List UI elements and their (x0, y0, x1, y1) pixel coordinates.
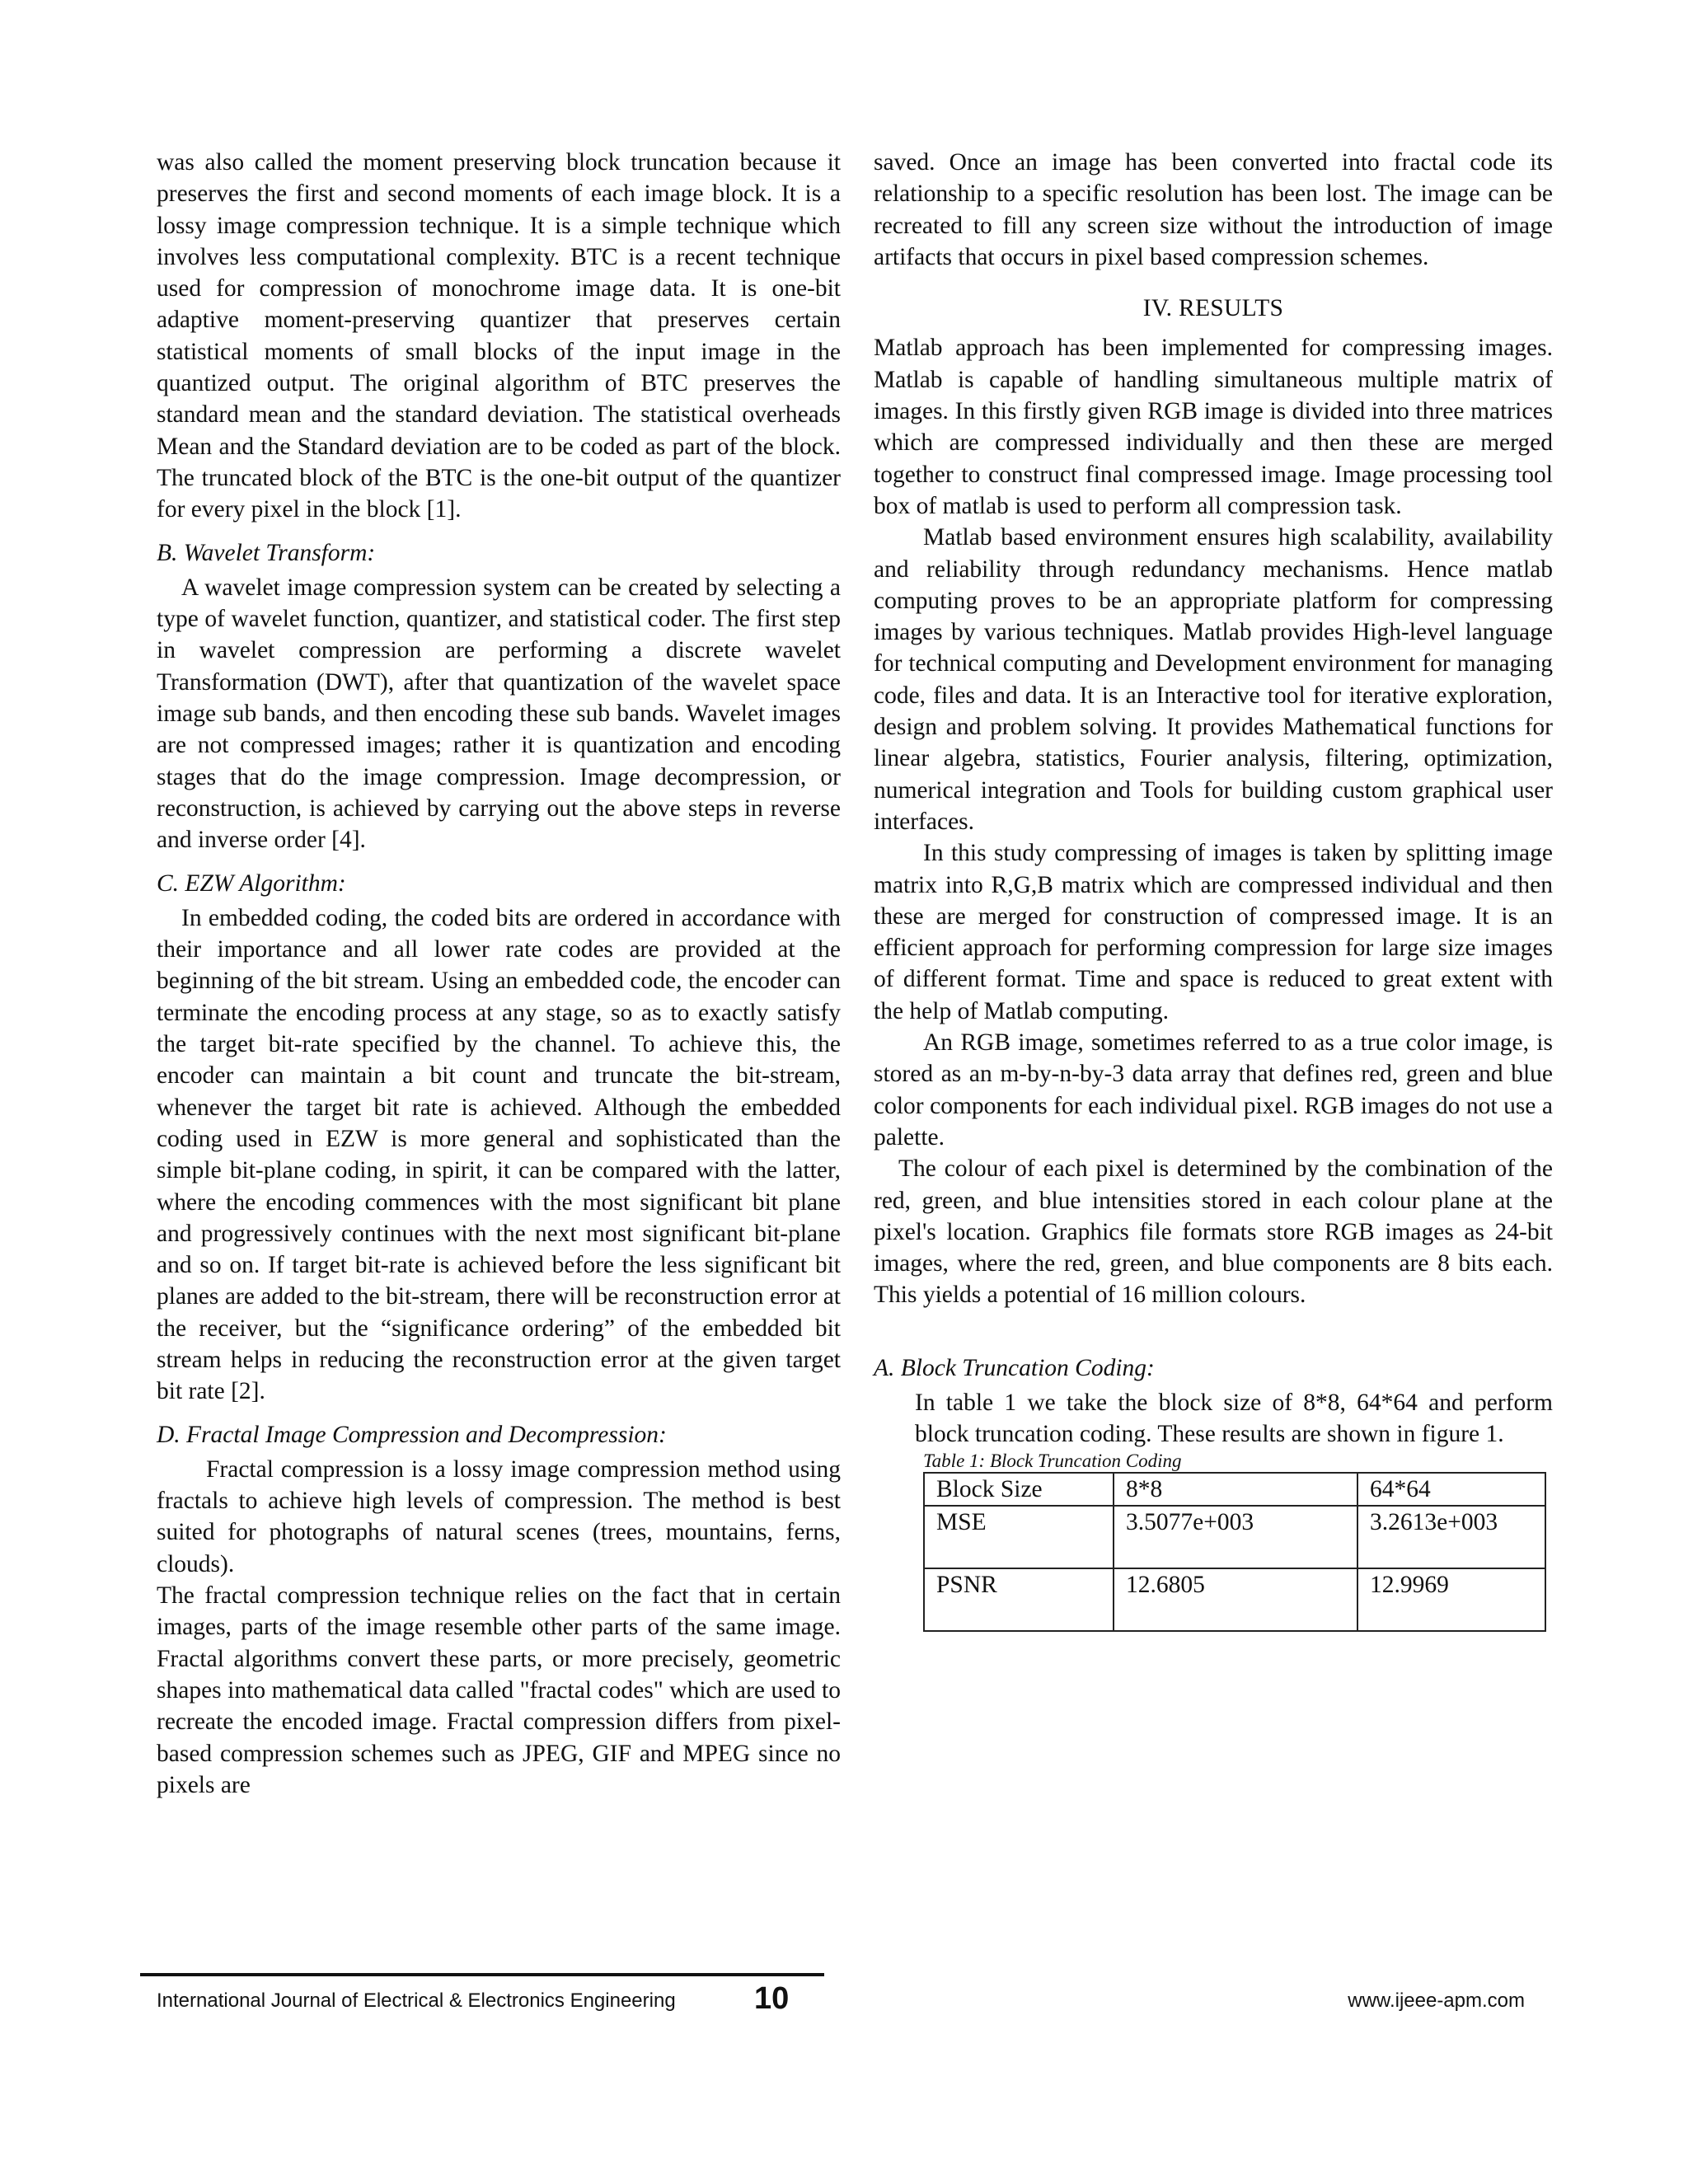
table-header-row (924, 1473, 1545, 1506)
table-header-cell: Block Size (924, 1473, 1114, 1506)
results-table (923, 1472, 1546, 1632)
journal-website: www.ijeee-apm.com (1348, 1990, 1525, 2012)
fractal-continuation-paragraph: saved. Once an image has been converted into fractal code its relationship to a specific resolution has been lost. The image can be recreated to fill any screen size without the introduction of image artifacts that occurs in pixel based compression schemes. (874, 149, 1553, 270)
table-row-mse (924, 1506, 1545, 1568)
footer-rule (140, 1973, 824, 1976)
left-column (157, 147, 841, 1801)
section-b-paragraph: A wavelet image compression system can be created by selecting a type of wavelet function, quantizer, and statistical coder. The first step in wavelet compression are performing a discrete wavelet Transformation (DWT), after that quantization of the wavelet space image sub bands, and then encoding these sub bands. Wavelet images are not compressed images; rather it is quantization and encoding stages that do the image compression. Image decompression, or reconstruction, is achieved by carrying out the above steps in reverse and inverse order [4]. (157, 574, 841, 854)
table-cell: 12.6805 (1114, 1568, 1357, 1631)
table-cell: MSE (924, 1506, 1114, 1568)
section-b-heading: B. Wavelet Transform: (157, 539, 376, 566)
table-cell: 12.9969 (1357, 1568, 1545, 1631)
table-cell: 3.5077e+003 (1114, 1506, 1357, 1568)
subsection-a-paragraph: In table 1 we take the block size of 8*8, 64*64 and perform block truncation coding. These results are shown in figure 1. (915, 1389, 1553, 1448)
table-cell: PSNR (924, 1568, 1114, 1631)
intro-paragraph: was also called the moment preserving block truncation because it preserves the first and second moments of each image block. It is a lossy image compression technique. It is a simple technique which involves less computational complexity. BTC is a recent technique used for compression of monochrome image data. It is one-bit adaptive moment-preserving quantizer that preserves certain statistical moments of small blocks of the input image in the quantized output. The original algorithm of BTC preserves the standard mean and the standard deviation. The statistical overheads Mean and the Standard deviation are to be coded as part of the block. The truncated block of the BTC is the one-bit output of the quantizer for every pixel in the block [1]. (157, 149, 841, 523)
right-column (874, 147, 1553, 1632)
page-footer (157, 1981, 1525, 2022)
table-cell: 3.2613e+003 (1357, 1506, 1545, 1568)
results-paragraph-5: The colour of each pixel is determined by the combination of the red, green, and blue intensities stored in each colour plane at the pixel's location. Graphics file formats store RGB images as 24-bit images, where the red, green, and blue components are 8 bits each. This yields a potential of 16 million colours. (874, 1155, 1553, 1309)
table-header-cell: 64*64 (1357, 1473, 1545, 1506)
table-row-psnr (924, 1568, 1545, 1631)
section-d-paragraph-2: The fractal compression technique relies on the fact that in certain images, parts of the image resemble other parts of the same image. Fractal algorithms convert these parts, or more precisely, geometric shapes into mathematical data called "fractal codes" which are used to recreate the encoded image. Fractal compression differs from pixel-based compression schemes such as JPEG, GIF and MPEG since no pixels are (157, 1582, 841, 1798)
results-paragraph-2: Matlab based environment ensures high scalability, availability and reliability through redundancy mechanisms. Hence matlab computing proves to be an appropriate platform for compressing images by various techniques. Matlab provides High-level language for technical computing and Development environment for managing code, files and data. It is an Interactive tool for iterative exploration, design and problem solving. It provides Mathematical functions for linear algebra, statistics, Fourier analysis, filtering, optimization, numerical integration and Tools for building custom graphical user interfaces. (874, 524, 1553, 835)
table-header-cell: 8*8 (1114, 1473, 1357, 1506)
journal-name: International Journal of Electrical & Electronics Engineering (157, 1990, 676, 2012)
results-paragraph-4: An RGB image, sometimes referred to as a true color image, is stored as an m-by-n-by-3 data array that defines red, green and blue color components for each individual pixel. RGB images do not use a palette. (874, 1029, 1553, 1151)
section-d-paragraph-1: Fractal compression is a lossy image compression method using fractals to achieve high levels of compression. The method is best suited for photographs of natural scenes (trees, mountains, ferns, clouds). (157, 1455, 841, 1577)
results-heading: IV. RESULTS (1142, 295, 1284, 322)
section-d-heading: D. Fractal Image Compression and Decompression: (157, 1421, 667, 1448)
section-c-heading: C. EZW Algorithm: (157, 869, 346, 897)
results-paragraph-3: In this study compressing of images is taken by splitting image matrix into R,G,B matrix which are compressed individual and then these are merged for construction of compressed image. It is an efficient approach for performing compression for large size images of different format. Time and space is reduced to great extent with the help of Matlab computing. (874, 840, 1553, 1024)
table-caption: Table 1: Block Truncation Coding (923, 1450, 1182, 1471)
section-c-paragraph: In embedded coding, the coded bits are ordered in accordance with their importance and all lower rate codes are provided at the beginning of the bit stream. Using an embedded code, the encoder can terminate the encoding process at any stage, so as to exactly satisfy the target bit-rate specified by the channel. To achieve this, the encoder can maintain a bit count and truncate the bit-stream, whenever the target bit rate is achieved. Although the embedded coding used in EZW is more general and sophisticated than the simple bit-plane coding, in spirit, it can be compared with the latter, where the encoding commences with the most significant bit plane and progressively continues with the next most significant bit-plane and so on. If target bit-rate is achieved before the less significant bit planes are added to the bit-stream, there will be reconstruction error at the receiver, but the “significance ordering” of the embedded bit stream helps in reducing the reconstruction error at the given target bit rate [2]. (157, 904, 841, 1405)
subsection-a-heading: A. Block Truncation Coding: (874, 1354, 1155, 1381)
page-number: 10 (754, 1981, 790, 2016)
results-paragraph-1: Matlab approach has been implemented for compressing images. Matlab is capable of handling simultaneous multiple matrix of images. In this firstly given RGB image is divided into three matrices which are compressed individually and then these are merged together to construct final compressed image. Image processing tool box of matlab is used to perform all compression task. (874, 335, 1553, 519)
